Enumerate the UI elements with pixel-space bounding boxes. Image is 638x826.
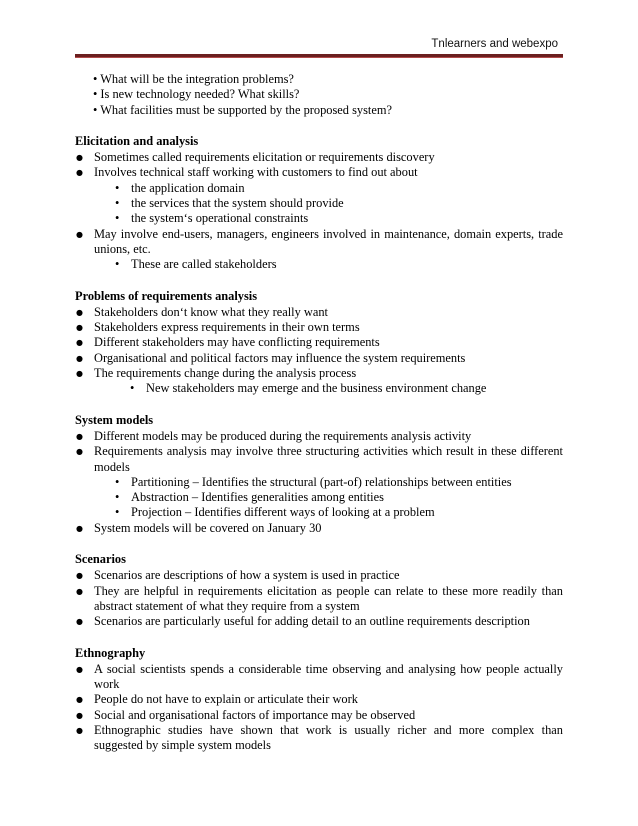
sub-list-item: • These are called stakeholders xyxy=(115,257,563,272)
sub-bullet-list xyxy=(75,181,563,227)
list-item: ● Stakeholders don‘t know what they really want xyxy=(75,305,563,320)
list-item: ● Scenarios are descriptions of how a system is used in practice xyxy=(75,568,563,583)
intro-item: • What will be the integration problems? xyxy=(93,72,294,86)
bullet-list xyxy=(75,150,563,181)
bullet-list xyxy=(75,227,563,258)
section-heading: Elicitation and analysis xyxy=(75,133,199,148)
list-item: ● Different models may be produced during the requirements analysis activity xyxy=(75,429,563,444)
list-item: ● Sometimes called requirements elicitation or requirements discovery xyxy=(75,150,563,165)
section-heading: Problems of requirements analysis xyxy=(75,288,258,303)
bullet-list xyxy=(75,568,563,629)
list-item: ● Requirements analysis may involve three structuring activities which result in these different models xyxy=(75,444,563,475)
list-item: ● A social scientists spends a considerable time observing and analysing how people actually work xyxy=(75,662,563,693)
list-item: ● May involve end-users, managers, engineers involved in maintenance, domain experts, trade unions, etc. xyxy=(75,227,563,258)
list-item: ● Stakeholders express requirements in their own terms xyxy=(75,320,563,335)
sub-list-item: • the system‘s operational constraints xyxy=(115,211,563,226)
section-heading: Ethnography xyxy=(75,645,146,660)
sub-list-item: • the services that the system should provide xyxy=(115,196,563,211)
intro-item: • What facilities must be supported by the proposed system? xyxy=(93,102,393,117)
section-scenarios xyxy=(75,552,563,629)
list-item: ● People do not have to explain or articulate their work xyxy=(75,692,563,707)
list-item: ● They are helpful in requirements elicitation as people can relate to these more readily than abstract statement of what they require from a system xyxy=(75,584,563,615)
section-heading: Scenarios xyxy=(75,552,126,567)
header-rule xyxy=(75,54,563,58)
section-problems xyxy=(75,289,563,397)
bullet-list xyxy=(75,521,563,536)
bullet-list xyxy=(75,305,563,381)
bullet-list xyxy=(75,429,563,475)
section-heading: System models xyxy=(75,412,154,427)
list-item: ● Scenarios are particularly useful for adding detail to an outline requirements description xyxy=(75,614,563,629)
list-item xyxy=(75,165,563,180)
sub-list-item: • Projection – Identifies different ways of looking at a problem xyxy=(115,505,563,520)
intro-list xyxy=(93,72,563,118)
section-elicitation xyxy=(75,134,563,273)
sub-bullet-list xyxy=(75,475,563,521)
list-item: ● The requirements change during the analysis process xyxy=(75,366,563,381)
sub-list-item: • New stakeholders may emerge and the business environment change xyxy=(130,381,563,396)
intro-item: • Is new technology needed? What skills? xyxy=(93,87,300,102)
list-item: ● System models will be covered on January 30 xyxy=(75,521,563,536)
list-item: ● Ethnographic studies have shown that work is usually richer and more complex than suggested by simple system models xyxy=(75,723,563,754)
sub-list-item: • the application domain xyxy=(115,181,563,196)
bullet-list xyxy=(75,662,563,754)
list-item: ● Different stakeholders may have conflicting requirements xyxy=(75,335,563,350)
list-item: ● Organisational and political factors may influence the system requirements xyxy=(75,351,563,366)
sub-bullet-list xyxy=(75,257,563,272)
page-content xyxy=(75,72,563,754)
sub-bullet-list xyxy=(75,381,563,396)
section-system-models xyxy=(75,413,563,536)
list-item-text: Involves technical staff working with customers to find out about xyxy=(94,165,418,180)
sub-list-item: • Abstraction – Identifies generalities among entities xyxy=(115,490,563,505)
list-item: ● Social and organisational factors of importance may be observed xyxy=(75,708,563,723)
section-ethnography xyxy=(75,646,563,754)
sub-list-item: • Partitioning – Identifies the structural (part-of) relationships between entities xyxy=(115,475,563,490)
page-header: Tnlearners and webexpo xyxy=(431,38,558,50)
